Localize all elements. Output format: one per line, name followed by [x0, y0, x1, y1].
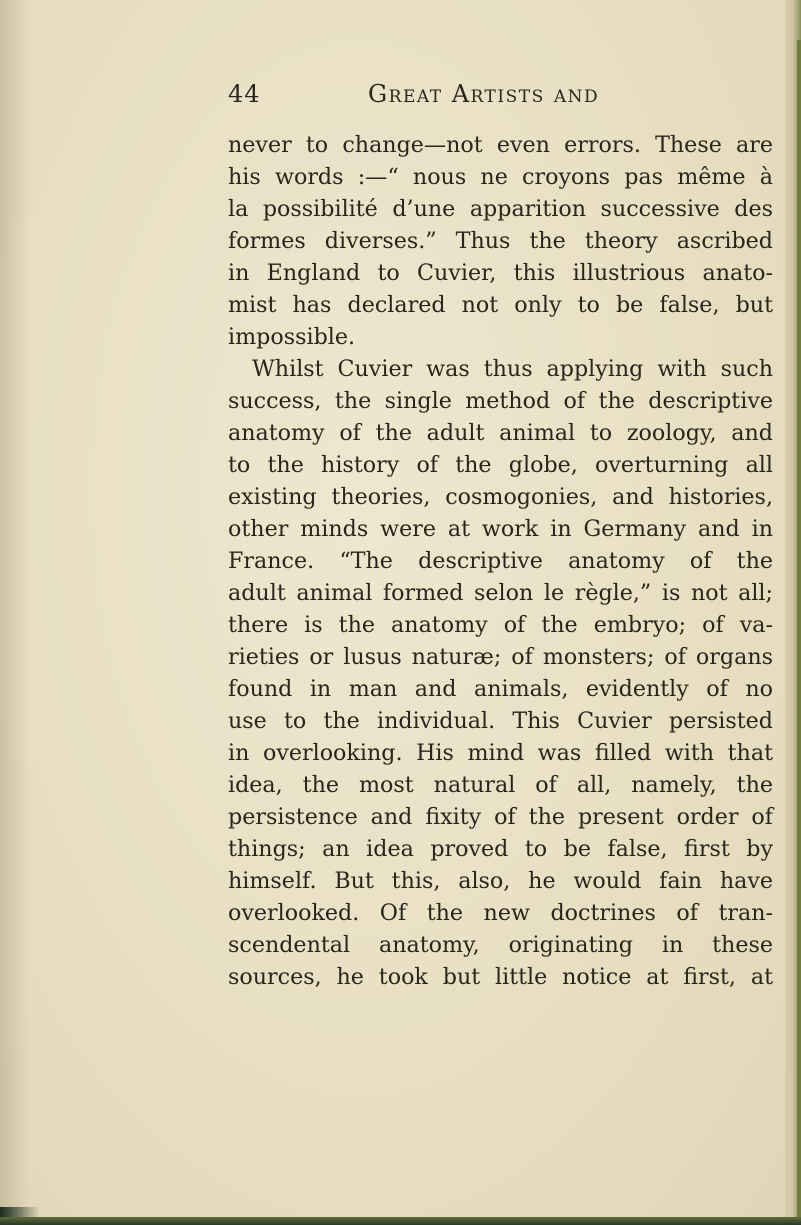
text-line: there is the anatomy of the embryo; of va-: [228, 612, 773, 638]
text-line: sources, he took but little notice at first, at: [228, 964, 773, 990]
text-line: in overlooking. His mind was filled with that: [228, 740, 773, 766]
bottom-corner-shadow: [0, 1207, 40, 1217]
text-line: overlooked. Of the new doctrines of tran-: [228, 900, 773, 926]
text-line: other minds were at work in Germany and in: [228, 516, 773, 542]
text-line: found in man and animals, evidently of no: [228, 676, 773, 702]
text-line: Whilst Cuvier was thus applying with such: [252, 356, 773, 382]
text-line: existing theories, cosmogonies, and histories,: [228, 484, 773, 510]
text-line: never to change—not even errors. These are: [228, 132, 773, 158]
text-line: in England to Cuvier, this illustrious anato-: [228, 260, 773, 286]
text-line: France. “The descriptive anatomy of the: [228, 548, 773, 574]
cover-edge: [797, 40, 801, 1225]
text-line: his words :—“ nous ne croyons pas même à: [228, 164, 773, 190]
text-line: success, the single method of the descriptive: [228, 388, 773, 414]
page-number: 44: [228, 80, 261, 108]
text-line: persistence and fixity of the present order of: [228, 804, 773, 830]
text-line: idea, the most natural of all, namely, the: [228, 772, 773, 798]
text-line: mist has declared not only to be false, but: [228, 292, 773, 318]
page-header: [228, 80, 788, 120]
text-line: la possibilité d’une apparition successive des: [228, 196, 773, 222]
text-line: rieties or lusus naturæ; of monsters; of organs: [228, 644, 773, 670]
text-line: to the history of the globe, overturning all: [228, 452, 773, 478]
body-text: [228, 129, 773, 993]
text-line: adult animal formed selon le règle,” is not all;: [228, 580, 773, 606]
text-line: anatomy of the adult animal to zoology, and: [228, 420, 773, 446]
gutter-shadow: [0, 0, 30, 1225]
text-line: impossible.: [228, 324, 356, 350]
bottom-cover-edge: [0, 1217, 801, 1225]
running-head: Great Artists and: [368, 80, 600, 108]
text-line: scendental anatomy, originating in these: [228, 932, 773, 958]
text-line: use to the individual. This Cuvier persisted: [228, 708, 773, 734]
text-line: things; an idea proved to be false, first by: [228, 836, 773, 862]
text-line: himself. But this, also, he would fain have: [228, 868, 773, 894]
text-line: formes diverses.” Thus the theory ascribed: [228, 228, 773, 254]
